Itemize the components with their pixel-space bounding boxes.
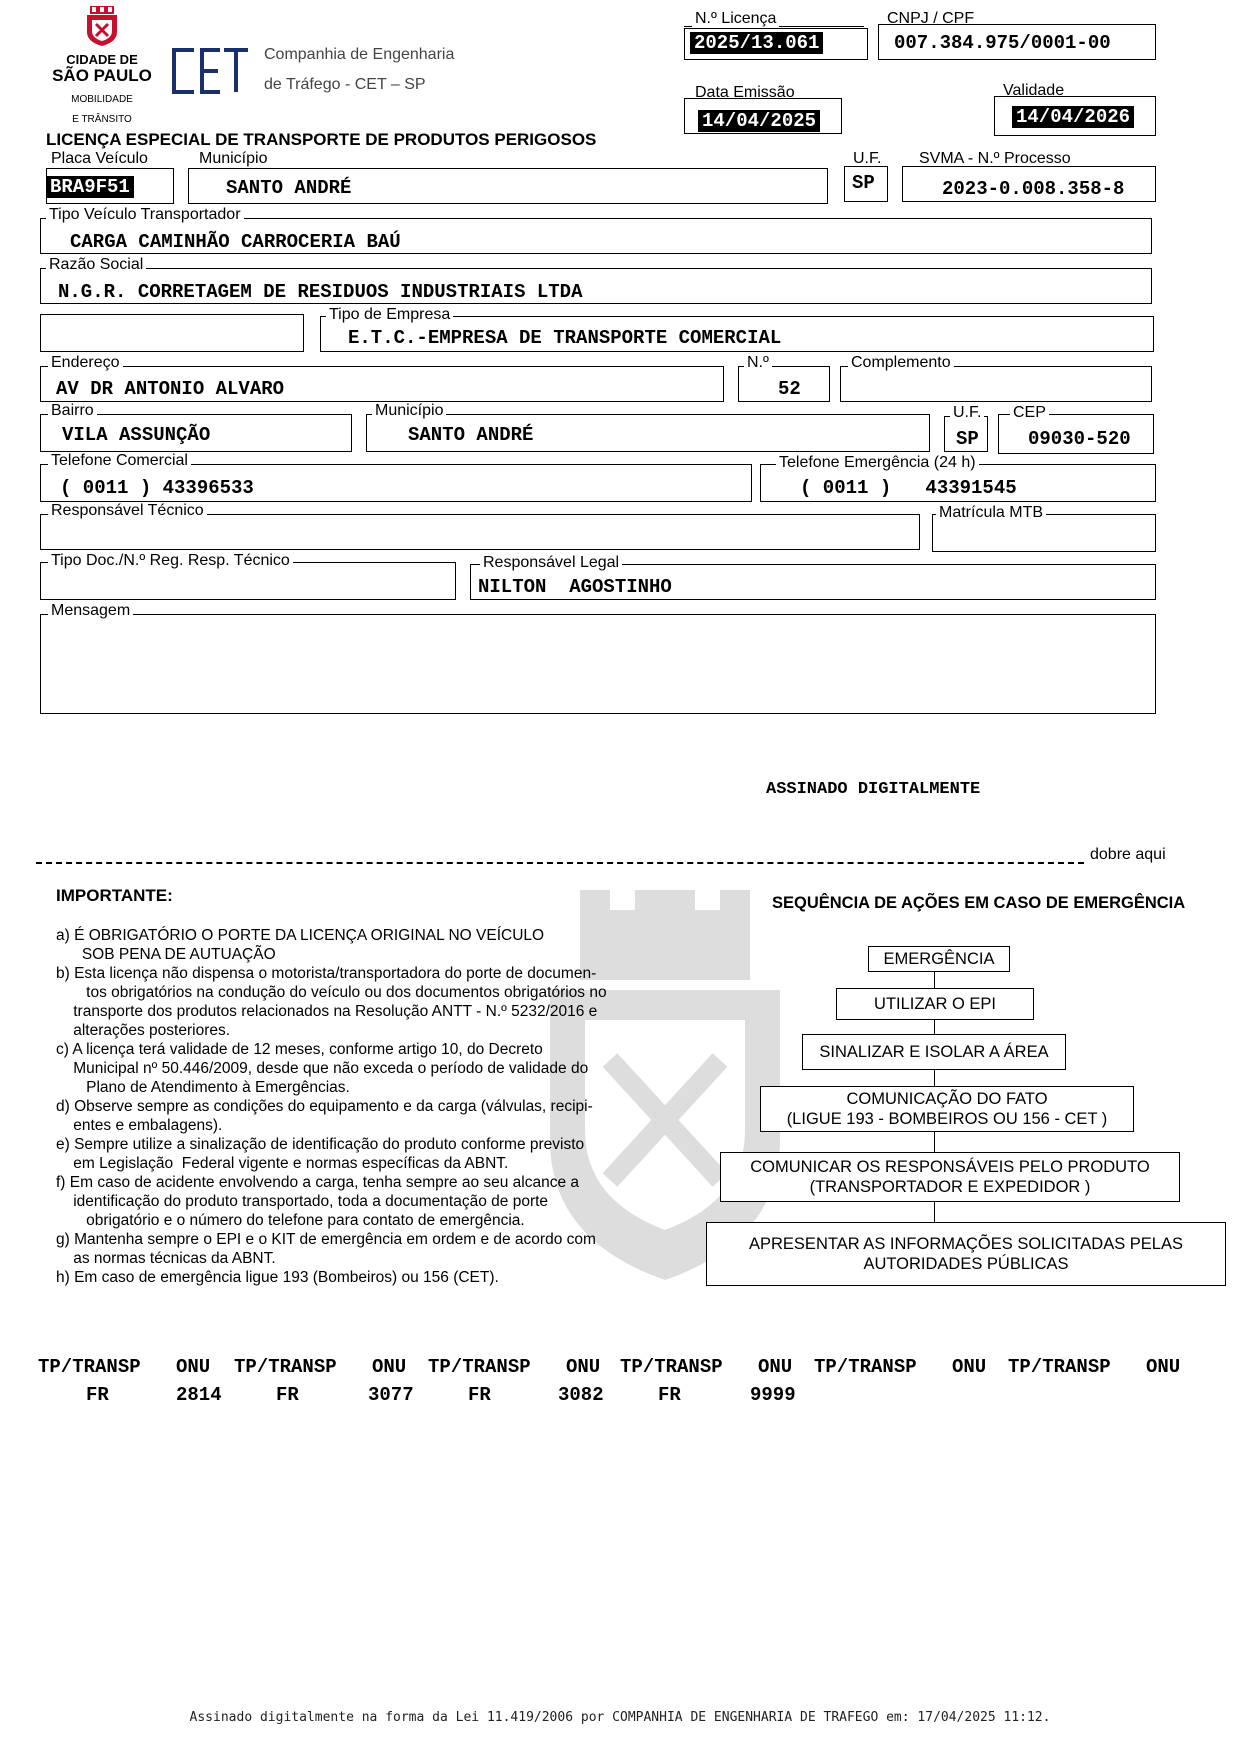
placa-label: Placa Veículo [48,150,151,168]
city-name-line4: E TRÂNSITO [72,114,132,125]
important-line: h) Em caso de emergência ligue 193 (Bombeiros) ou 156 (CET). [56,1269,499,1286]
municipio2-value: SANTO ANDRÉ [408,424,534,446]
emissao-label: Data Emissão [692,84,798,102]
cep-label: CEP [1010,404,1049,422]
resp-legal-value: NILTON AGOSTINHO [478,576,672,598]
important-line: obrigatório e o número do telefone para contato de emergência. [56,1212,525,1229]
city-crest-icon [84,6,120,46]
col-header: ONU [566,1356,601,1378]
city-name-line2: SÃO PAULO [52,66,152,85]
col-header: ONU [758,1356,793,1378]
municipio2-label: Município [372,402,446,420]
emergency-step-text: COMUNICAR OS RESPONSÁVEIS PELO PRODUTO [750,1158,1150,1176]
table-cell: FR [658,1384,681,1406]
emergency-step-text: APRESENTAR AS INFORMAÇÕES SOLICITADAS PELAS [749,1235,1183,1253]
important-line: SOB PENA DE AUTUAÇÃO [56,946,276,963]
col-header: TP/TRANSP [234,1356,337,1378]
products-table [0,1356,1240,1416]
svma-value: 2023-0.008.358-8 [942,178,1125,200]
table-cell: FR [276,1384,299,1406]
footer-signature-note: Assinado digitalmente na forma da Lei 11.419/2006 por COMPANHIA DE ENGENHARIA DE TRAFEGO em: 17/04/2025 11:12. [189,1710,1051,1725]
col-header: ONU [176,1356,211,1378]
important-line: transporte dos produtos relacionados na Resolução ANTT - N.º 5232/2016 e [56,1003,598,1020]
cet-name-line1: Companhia de Engenharia [264,46,455,63]
important-list [56,926,607,1287]
mensagem-label: Mensagem [48,602,133,620]
col-header: ONU [1146,1356,1181,1378]
important-line: tos obrigatórios na condução do veículo ou dos documentos obrigatórios no [56,984,607,1001]
cep-value: 09030-520 [1028,428,1131,450]
bairro-label: Bairro [48,402,97,420]
tel-emerg-value: ( 0011 ) 43391545 [800,477,1017,499]
placa-value: BRA9F51 [46,176,134,198]
municipio-label: Município [196,150,270,168]
cnpj-label: CNPJ / CPF [884,10,977,28]
bairro-value: VILA ASSUNÇÃO [62,424,211,446]
matricula-label: Matrícula MTB [936,504,1046,522]
emergency-step [868,946,1010,972]
important-line: entes e embalagens). [56,1117,223,1134]
emergency-step-text: UTILIZAR O EPI [874,995,996,1013]
licenca-label: N.º Licença [692,10,779,28]
important-line: Plano de Atendimento à Emergências. [56,1079,350,1096]
digital-signature: ASSINADO DIGITALMENTE [766,780,981,799]
razao-value: N.G.R. CORRETAGEM DE RESIDUOS INDUSTRIAIS LTDA [58,281,583,303]
municipio-value: SANTO ANDRÉ [226,177,352,199]
col-header: TP/TRANSP [428,1356,531,1378]
col-header: TP/TRANSP [620,1356,723,1378]
table-cell: FR [86,1384,109,1406]
col-header: TP/TRANSP [1008,1356,1111,1378]
important-line: Municipal nº 50.446/2009, desde que não exceda o período de validade do [56,1060,589,1077]
table-cell: 3077 [368,1384,414,1406]
important-line: f) Em caso de acidente envolvendo a carga, tenha sempre ao seu alcance a [56,1174,580,1191]
licenca-value: 2025/13.061 [690,32,823,54]
city-name-line1: CIDADE DE [66,52,138,67]
svma-label: SVMA - N.º Processo [916,150,1074,168]
emergency-step-text: (TRANSPORTADOR E EXPEDIDOR ) [809,1178,1091,1196]
fold-text: dobre aqui [1090,846,1166,863]
col-header: ONU [952,1356,987,1378]
cnpj-value: 007.384.975/0001-00 [894,32,1111,54]
emergency-title: SEQUÊNCIA DE AÇÕES EM CASO DE EMERGÊNCIA [772,894,1186,912]
endereco-label: Endereço [48,354,123,372]
razao-label: Razão Social [46,256,146,274]
uf2-value: SP [956,428,979,450]
important-line: c) A licença terá validade de 12 meses, conforme artigo 10, do Decreto [56,1041,543,1058]
validade-value: 14/04/2026 [1012,106,1134,128]
mensagem-field [40,614,1156,714]
numero-value: 52 [778,378,801,400]
tel-com-label: Telefone Comercial [48,452,191,470]
important-line: as normas técnicas da ABNT. [56,1250,276,1267]
table-cell: 9999 [750,1384,796,1406]
document-title: LICENÇA ESPECIAL DE TRANSPORTE DE PRODUTOS PERIGOSOS [46,130,597,149]
resp-tec-label: Responsável Técnico [48,502,207,520]
city-logo [40,4,164,124]
tipo-veiculo-label: Tipo Veículo Transportador [46,206,244,224]
emergency-step-text: SINALIZAR E ISOLAR A ÁREA [819,1043,1049,1061]
emergency-step [836,988,1034,1020]
city-name-line3: MOBILIDADE [71,94,133,105]
table-cell: FR [468,1384,491,1406]
validade-label: Validade [1000,82,1067,100]
important-line: identificação do produto transportado, toda a documentação de porte [56,1193,549,1210]
tipo-veiculo-value: CARGA CAMINHÃO CARROCERIA BAÚ [70,231,401,253]
table-cell: 2814 [176,1384,222,1406]
numero-label: N.º [744,354,772,372]
emergency-step [720,1152,1180,1202]
emergency-step-text: (LIGUE 193 - BOMBEIROS OU 156 - CET ) [786,1110,1108,1128]
empty-field-left [40,314,304,352]
cet-name-line2: de Tráfego - CET – SP [264,76,426,93]
uf-value: SP [852,172,875,194]
fold-line [36,862,1084,864]
endereco-value: AV DR ANTONIO ALVARO [56,378,285,400]
emissao-value: 14/04/2025 [698,110,820,132]
col-header: TP/TRANSP [814,1356,917,1378]
important-line: d) Observe sempre as condições do equipamento e da carga (válvulas, recipi- [56,1098,593,1115]
emergency-step [802,1034,1066,1070]
important-line: e) Sempre utilize a sinalização de identificação do produto conforme previsto [56,1136,585,1153]
cet-logo-mark-icon [168,46,252,101]
important-title: IMPORTANTE: [56,886,173,905]
emergency-step-text: AUTORIDADES PÚBLICAS [863,1255,1069,1273]
cet-logo [168,40,455,110]
tipo-doc-label: Tipo Doc./N.º Reg. Resp. Técnico [48,552,293,570]
emergency-step-text: COMUNICAÇÃO DO FATO [846,1090,1048,1108]
uf-label: U.F. [850,150,884,168]
important-line: b) Esta licença não dispensa o motorista/transportadora do porte de documen- [56,965,597,982]
important-line: alterações posteriores. [56,1022,231,1039]
important-line: em Legislação Federal vigente e normas específicas da ABNT. [56,1155,509,1172]
col-header: TP/TRANSP [38,1356,141,1378]
tel-com-value: ( 0011 ) 43396533 [60,477,254,499]
emergency-step [706,1222,1226,1286]
tel-emerg-label: Telefone Emergência (24 h) [776,454,979,472]
complemento-label: Complemento [848,354,954,372]
tipo-empresa-value: E.T.C.-EMPRESA DE TRANSPORTE COMERCIAL [348,327,782,349]
important-line: g) Mantenha sempre o EPI e o KIT de emergência em ordem e de acordo com [56,1231,596,1248]
table-cell: 3082 [558,1384,604,1406]
col-header: ONU [372,1356,407,1378]
emergency-step [760,1086,1134,1132]
tipo-empresa-label: Tipo de Empresa [326,306,453,324]
uf2-label: U.F. [950,404,984,422]
resp-legal-label: Responsável Legal [480,554,622,572]
important-line: a) É OBRIGATÓRIO O PORTE DA LICENÇA ORIGINAL NO VEÍCULO [56,927,545,944]
emergency-step-text: EMERGÊNCIA [883,950,995,968]
